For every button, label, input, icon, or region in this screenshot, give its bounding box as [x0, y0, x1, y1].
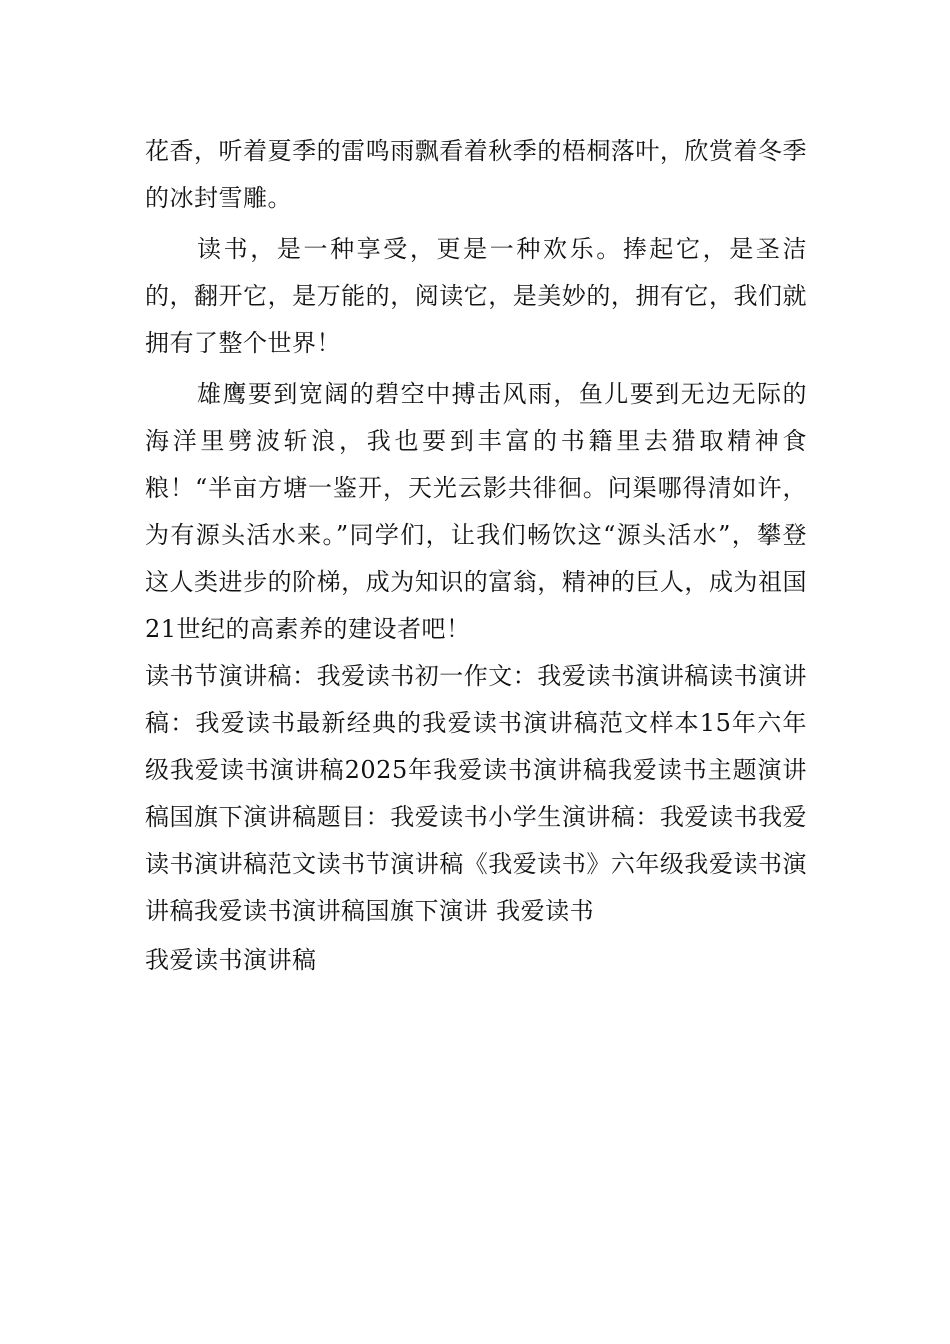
related-links-text: 读书节演讲稿：我爱读书初一作文：我爱读书演讲稿读书演讲稿：我爱读书最新经典的我爱读书演讲稿范文样本15年六年级我爱读书演讲稿2025年我爱读书演讲稿我爱读书主题演讲稿国旗下演讲稿题目：我爱读书小学生演讲稿：我爱读书我爱读书演讲稿范文读书节演讲稿《我爱读书》六年级我爱读书演讲稿我爱读书演讲稿国旗下演讲 我爱读书 — [145, 662, 807, 925]
paragraph-reading-joy: 读书，是一种享受，更是一种欢乐。捧起它，是圣洁的，翻开它，是万能的，阅读它，是美妙的，拥有它，我们就拥有了整个世界！ — [145, 235, 807, 357]
footer-title: 我爱读书演讲稿 — [145, 946, 317, 974]
paragraph-eagle: 雄鹰要到宽阔的碧空中搏击风雨，鱼儿要到无边无际的海洋里劈波斩浪，我也要到丰富的书籍里去猎取精神食粮！“半亩方塘一鉴开，天光云影共徘徊。问渠哪得清如许，为有源头活水来。”同学们，让我们畅饮这“源头活水”，攀登这人类进步的阶梯，成为知识的富翁，精神的巨人，成为祖国21世纪的高素养的建设者吧！ — [145, 380, 807, 643]
paragraph-continuation: 花香，听着夏季的雷鸣雨飘看着秋季的梧桐落叶，欣赏着冬季的冰封雪雕。 — [145, 137, 807, 212]
document-body — [145, 128, 807, 984]
